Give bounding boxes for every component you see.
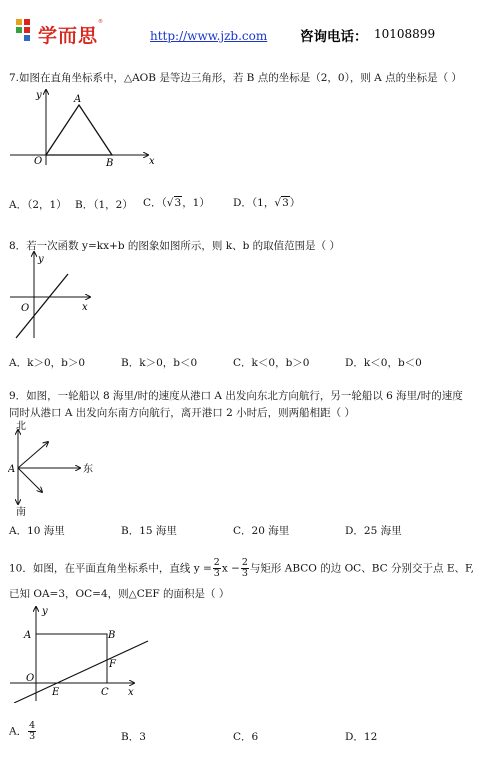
point-a-label: A (74, 94, 82, 105)
question-9-line-2: 同时从港口 A 出发向东南方向航行，离开港口 2 小时后，则两船相距（ ） (9, 407, 355, 419)
denominator: 3 (213, 568, 220, 579)
q7-option-d-prefix: D．（1， (233, 197, 275, 209)
q7-option-d (233, 195, 300, 210)
numerator: 2 (241, 557, 248, 568)
y-label: y (38, 254, 44, 265)
sqrt-expression (167, 197, 182, 209)
question-8-figure (8, 250, 98, 340)
point-f-label: F (109, 659, 116, 670)
q10-line-1-suffix: 与矩形 ABCO 的边 OC、BC 分别交于点 E、F, (249, 562, 474, 575)
point-b-label: B (108, 630, 116, 641)
sqrt-sign: √ (166, 197, 174, 209)
port-a-label: A (8, 464, 16, 475)
triangle-aob (46, 105, 112, 155)
q8-option-d: D．k＜0，b＜0 (345, 357, 422, 369)
question-9-line-1: 9．如图，一轮船以 8 海里/时的速度从港口 A 出发向东北方向航行，另一轮船以 6 海里/时的速度 (9, 390, 463, 402)
point-e-label: E (52, 687, 60, 698)
question-7-text: 7.如图在直角坐标系中，△AOB 是等边三角形，若 B 点的坐标是（2，0），则 A 点的坐标是（ ） (9, 72, 462, 84)
q10-option-b: B．3 (121, 731, 146, 743)
q7-option-c-prefix: C．（ (143, 197, 167, 209)
sqrt-sign: √ (274, 197, 282, 209)
q8-option-b: B．k＞0，b＜0 (121, 357, 198, 369)
origin-label: O (21, 303, 30, 314)
radicand: 3 (282, 197, 289, 209)
page-header (0, 0, 500, 60)
rectangle-abco (36, 634, 107, 683)
question-10-line-1 (9, 558, 474, 579)
q10-line-1-middle: x − (221, 562, 240, 575)
q8-option-a: A．k＞0，b＞0 (9, 357, 86, 369)
logo-text: 学而思 (38, 25, 99, 47)
question-7-figure (8, 88, 158, 168)
question-10-figure (8, 603, 168, 703)
q10-option-a-prefix: A． (9, 725, 28, 738)
y-label: y (42, 606, 48, 617)
origin-label: O (34, 156, 43, 167)
phone-label: 咨询电话： (300, 29, 368, 45)
x-label: x (149, 156, 155, 167)
point-a-label: A (24, 630, 32, 641)
fraction-four-thirds (28, 721, 36, 742)
q7-option-a: A．（2，1） (9, 199, 67, 211)
site-link[interactable]: http://www.jzb.com (150, 29, 268, 43)
phone-number: 10108899 (374, 27, 436, 41)
denominator: 3 (241, 568, 248, 579)
logo-trademark: ® (98, 19, 103, 25)
q7-option-c-suffix: ，1） (182, 197, 210, 209)
numerator: 4 (29, 720, 36, 731)
question-8-text: 8．若一次函数 y=kx+b 的图象如图所示，则 k、b 的取值范围是（ ） (9, 240, 340, 252)
north-label: 北 (16, 421, 26, 432)
q7-option-c (143, 195, 210, 210)
logo-icon (14, 18, 38, 44)
fraction-two-thirds (241, 558, 249, 579)
q9-option-c: C．20 海里 (233, 525, 290, 537)
q10-option-d: D．12 (345, 731, 378, 743)
radicand: 3 (174, 197, 182, 209)
q9-option-d: D．25 海里 (345, 525, 402, 537)
q7-option-b: B．（1，2） (75, 199, 133, 211)
point-b-label: B (106, 158, 114, 168)
q10-option-c: C．6 (233, 731, 259, 743)
southeast-course-arrow (18, 468, 42, 492)
x-label: x (128, 687, 134, 698)
q9-option-a: A．10 海里 (9, 525, 65, 537)
q10-option-a (9, 721, 37, 742)
fraction-two-thirds (213, 558, 221, 579)
point-c-label: C (101, 687, 109, 698)
sqrt-expression (274, 197, 289, 209)
south-label: 南 (16, 507, 26, 518)
numerator: 2 (213, 557, 220, 568)
x-label: x (82, 302, 88, 313)
question-10-line-2: 已知 OA=3，OC=4，则△CEF 的面积是（ ） (9, 588, 230, 600)
q8-option-c: C．k＜0，b＞0 (233, 357, 310, 369)
q10-line-1-prefix: 10．如图，在平面直角坐标系中，直线 y = (9, 562, 212, 575)
northeast-course-arrow (18, 442, 48, 468)
east-label: 东 (83, 464, 93, 475)
q7-option-d-suffix: ） (289, 197, 301, 209)
origin-label: O (26, 673, 35, 684)
y-label: y (36, 90, 42, 101)
q9-option-b: B．15 海里 (121, 525, 177, 537)
denominator: 3 (29, 731, 36, 742)
question-9-figure (8, 418, 103, 518)
